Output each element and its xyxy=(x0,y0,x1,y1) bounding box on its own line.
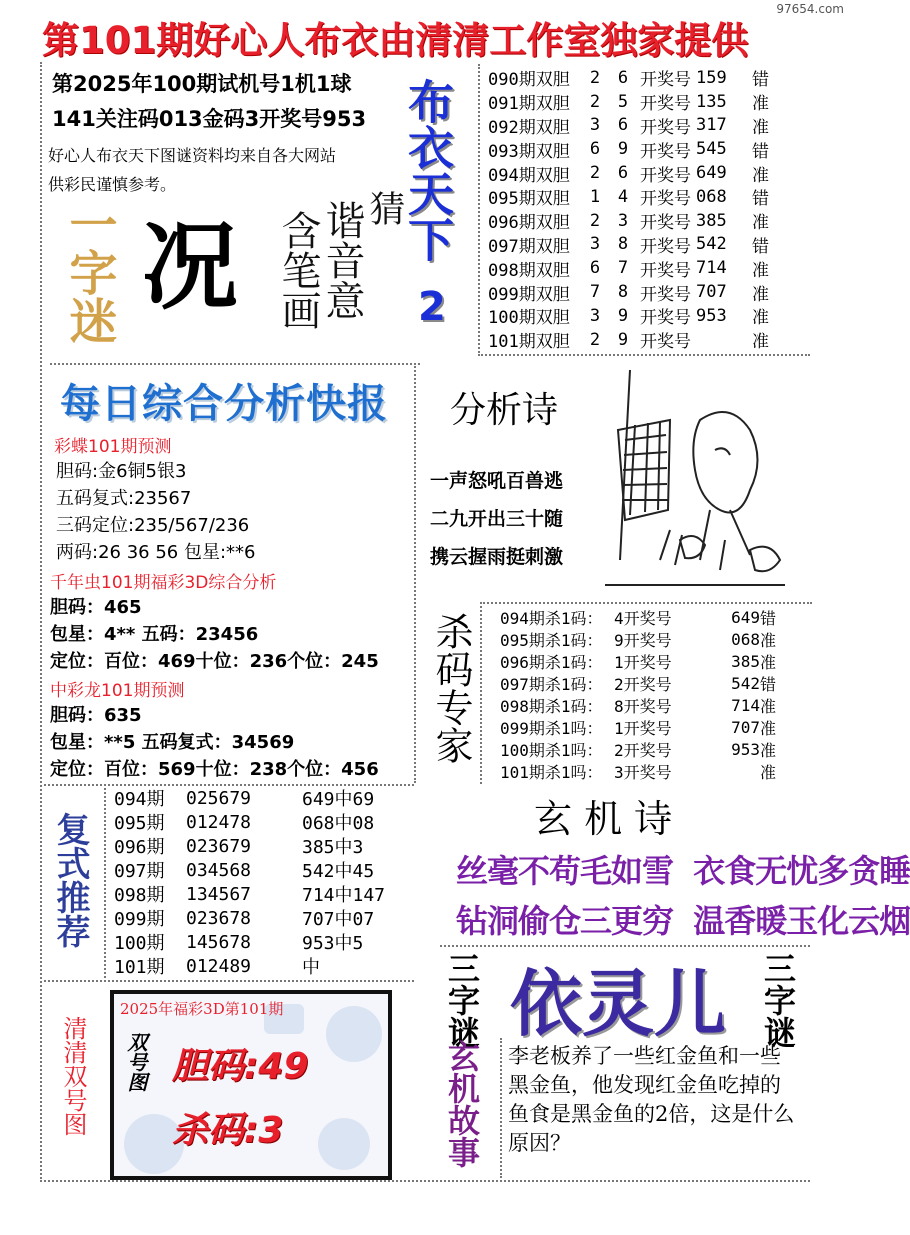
fushi-hit: 649中69 xyxy=(302,789,375,810)
dd-num: 159 xyxy=(696,67,727,88)
story-frame-left xyxy=(500,1038,502,1178)
fushi-period: 099期 xyxy=(114,909,165,930)
dd-period: 095期双胆 xyxy=(488,189,570,210)
kill-code: 8开奖号 xyxy=(614,696,672,716)
poem1-title: 分析诗 xyxy=(450,390,559,431)
kill-period: 096期杀1码： xyxy=(500,652,603,672)
dd-num: 135 xyxy=(696,91,727,112)
table-row xyxy=(488,161,810,185)
daily-section-2-title: 千年虫101期福彩3D综合分析 xyxy=(50,573,277,593)
sketch-illustration xyxy=(600,360,790,600)
kill-num: 953 xyxy=(731,739,760,759)
fushi-combo: 145678 xyxy=(186,931,252,953)
dd-b: 8 xyxy=(617,282,629,303)
list-item: 五码复式:23567 xyxy=(56,488,192,509)
kill-period: 097期杀1码： xyxy=(500,674,603,694)
daily-frame-right xyxy=(414,363,416,783)
dd-a: 2 xyxy=(589,91,601,112)
dd-result: 错 xyxy=(752,141,769,162)
dd-period: 090期双胆 xyxy=(488,70,570,91)
table-row xyxy=(114,834,402,858)
dd-num: 707 xyxy=(696,282,727,303)
fushi-frame-right xyxy=(104,788,106,978)
dd-b: 9 xyxy=(617,329,629,350)
poem1-lines xyxy=(430,462,563,576)
dd-period: 098期双胆 xyxy=(488,260,570,281)
poem2-line-2: 钻洞偷仓三更穷 温香暖玉化云烟 xyxy=(456,902,910,940)
dd-a: 3 xyxy=(589,305,601,326)
kill-code: 1开奖号 xyxy=(614,652,672,672)
daily-section-1-title: 彩蝶101期预测 xyxy=(54,437,172,457)
list-item: 定位：百位：569十位：238个位：456 xyxy=(50,759,379,780)
fushi-period: 098期 xyxy=(114,885,165,906)
dd-num: 714 xyxy=(696,258,727,279)
story-text: 李老板养了一些红金鱼和一些黑金鱼，他发现红金鱼吃掉的鱼食是黑金鱼的2倍，这是什么原因？ xyxy=(508,1044,795,1155)
table-row xyxy=(114,954,402,978)
kill-result: 准 xyxy=(760,696,777,716)
shuanghao-sha: 杀码:3 xyxy=(172,1110,284,1151)
kill-num: 068 xyxy=(731,629,760,649)
dd-a: 2 xyxy=(589,329,601,350)
double-dan-list xyxy=(480,64,810,352)
table-row xyxy=(114,858,402,882)
daily-section-2 xyxy=(50,594,379,675)
list-item: 胆码：635 xyxy=(50,705,142,726)
kill-period: 099期杀1吗： xyxy=(500,718,603,738)
riddle2-label-left: 三字谜 xyxy=(443,952,481,1048)
kill-num: 542 xyxy=(731,673,760,693)
dd-label: 开奖号 xyxy=(640,260,691,281)
dd-result: 准 xyxy=(752,94,769,115)
riddle2-label-right: 三字谜 xyxy=(759,952,797,1048)
kill-label: 杀码专家 xyxy=(429,612,473,764)
brand-text: 布衣天下 xyxy=(401,78,455,262)
dd-a: 6 xyxy=(589,139,601,160)
table-row xyxy=(488,304,810,328)
dd-a: 1 xyxy=(589,186,601,207)
table-row xyxy=(114,930,402,954)
watermark: 97654.com xyxy=(776,2,844,16)
table-row xyxy=(488,328,810,352)
intro-line-3: 好心人布衣天下图谜资料均来自各大网站 xyxy=(48,146,337,165)
fushi-combo: 012489 xyxy=(186,955,252,977)
riddle-char: 况 xyxy=(142,211,238,323)
dd-num: 953 xyxy=(696,305,727,326)
list-item: 定位：百位：469十位：236个位：245 xyxy=(50,651,379,672)
daily-section-3 xyxy=(50,702,379,783)
dd-a: 2 xyxy=(589,67,601,88)
fushi-period: 097期 xyxy=(114,861,165,882)
table-row xyxy=(488,209,810,233)
dd-a: 2 xyxy=(589,163,601,184)
fushi-combo: 023679 xyxy=(186,835,252,857)
fushi-label: 复式推荐 xyxy=(50,812,90,948)
dd-result: 准 xyxy=(752,118,769,138)
dd-result: 准 xyxy=(752,332,769,353)
dd-result: 准 xyxy=(752,213,769,234)
dd-label: 开奖号 xyxy=(640,308,691,329)
dd-label: 开奖号 xyxy=(640,70,691,91)
dd-period: 096期双胆 xyxy=(488,213,570,234)
dd-b: 9 xyxy=(617,139,629,160)
kill-code: 1开奖号 xyxy=(614,718,672,738)
list-item: 两码:26 36 56 包星:**6 xyxy=(56,542,256,563)
kill-period: 101期杀1吗： xyxy=(500,762,603,782)
shuanghao-label: 清清双号图 xyxy=(59,1016,87,1136)
poem2-line-1: 丝毫不苟毛如雪 衣食无忧多贪睡 xyxy=(456,852,910,890)
fushi-combo: 025679 xyxy=(186,787,252,809)
dd-label: 开奖号 xyxy=(640,141,691,162)
table-row xyxy=(114,906,402,930)
dd-result: 准 xyxy=(752,284,769,305)
kill-result: 错 xyxy=(760,674,777,694)
dd-a: 3 xyxy=(589,234,601,255)
table-row xyxy=(488,137,810,161)
dd-period: 093期双胆 xyxy=(488,141,570,162)
daily-title: 每日综合分析快报 xyxy=(60,381,388,427)
dd-num: 385 xyxy=(696,210,727,231)
daily-divider xyxy=(50,363,420,365)
fushi-combo: 034568 xyxy=(186,859,252,881)
poem-line: 二九开出三十随 xyxy=(430,508,564,530)
dd-num: 649 xyxy=(696,163,727,184)
table-row xyxy=(500,606,782,628)
list-item: 包星：4** 五码：23456 xyxy=(50,624,259,645)
dd-label: 开奖号 xyxy=(640,236,691,257)
dd-label: 开奖号 xyxy=(640,213,691,234)
dd-period: 094期双胆 xyxy=(488,165,570,186)
kill-period: 100期杀1吗： xyxy=(500,740,603,760)
list-item: 胆码:金6铜5银3 xyxy=(56,461,187,482)
dd-num: 068 xyxy=(696,186,727,207)
kill-code: 2开奖号 xyxy=(614,740,672,760)
kill-num: 707 xyxy=(731,717,760,737)
brand-number: 2 xyxy=(418,284,446,330)
dd-num: 317 xyxy=(696,115,727,136)
kill-code: 9开奖号 xyxy=(614,630,672,650)
outer-frame-left xyxy=(40,62,42,1182)
dd-b: 6 xyxy=(617,163,629,184)
dd-b: 3 xyxy=(617,210,629,231)
fushi-period: 100期 xyxy=(114,933,165,954)
table-row xyxy=(500,694,782,716)
dd-b: 7 xyxy=(617,258,629,279)
dd-a: 3 xyxy=(589,115,601,136)
dd-period: 091期双胆 xyxy=(488,94,570,115)
kill-result: 准 xyxy=(760,762,777,782)
table-row xyxy=(114,810,402,834)
kill-code: 4开奖号 xyxy=(614,608,672,628)
table-row xyxy=(488,185,810,209)
fushi-list xyxy=(114,786,402,978)
kill-code: 3开奖号 xyxy=(614,762,672,782)
riddle2-answer: 依灵儿 xyxy=(510,962,727,1046)
dd-b: 8 xyxy=(617,234,629,255)
dd-num: 542 xyxy=(696,234,727,255)
table-row xyxy=(488,90,810,114)
table-row xyxy=(488,114,810,138)
dd-b: 6 xyxy=(617,67,629,88)
table-row xyxy=(114,882,402,906)
fushi-combo: 012478 xyxy=(186,811,252,833)
kill-result: 错 xyxy=(760,608,777,628)
fushi-hit: 542中45 xyxy=(302,861,375,882)
dd-label: 开奖号 xyxy=(640,118,691,138)
table-row xyxy=(500,738,782,760)
dd-a: 6 xyxy=(589,258,601,279)
kill-result: 准 xyxy=(760,652,777,672)
fushi-combo: 023678 xyxy=(186,907,252,929)
table-row xyxy=(500,628,782,650)
dd-b: 5 xyxy=(617,91,629,112)
intro-line-2: 141关注码013金码3开奖号953 xyxy=(52,107,367,131)
kill-list xyxy=(500,606,782,782)
kill-period: 098期杀1码： xyxy=(500,696,603,716)
shuanghao-dan: 胆码:49 xyxy=(172,1046,309,1087)
shuanghao-side-label: 双号图 xyxy=(124,1032,148,1092)
dd-label: 开奖号 xyxy=(640,332,691,353)
dd-b: 4 xyxy=(617,186,629,207)
dd-label: 开奖号 xyxy=(640,284,691,305)
poem-line: 携云握雨挺刺激 xyxy=(430,546,564,568)
kill-code: 2开奖号 xyxy=(614,674,672,694)
kill-period: 095期杀1码： xyxy=(500,630,603,650)
shuanghao-box-title: 2025年福彩3D第101期 xyxy=(120,1000,284,1018)
outer-frame-bottom xyxy=(40,1180,810,1182)
dd-period: 100期双胆 xyxy=(488,308,570,329)
table-row xyxy=(488,233,810,257)
one-char-riddle-label: 一字迷 xyxy=(61,200,117,344)
fushi-period: 094期 xyxy=(114,789,165,810)
dd-period: 099期双胆 xyxy=(488,284,570,305)
kill-num: 714 xyxy=(731,695,760,715)
dd-result: 错 xyxy=(752,70,769,91)
kill-result: 准 xyxy=(760,630,777,650)
riddle-hint-col-1: 谐音意 xyxy=(319,200,365,320)
fushi-period: 101期 xyxy=(114,957,165,978)
double-dan-panel xyxy=(478,64,810,356)
fushi-period: 095期 xyxy=(114,813,165,834)
table-row xyxy=(500,672,782,694)
daily-section-3-title: 中彩龙101期预测 xyxy=(50,681,185,701)
intro-line-1: 第2025年100期试机号1机1球 xyxy=(52,72,352,96)
table-row xyxy=(500,760,782,782)
dd-a: 2 xyxy=(589,210,601,231)
dd-result: 准 xyxy=(752,165,769,186)
table-row xyxy=(500,716,782,738)
list-item: 胆码：465 xyxy=(50,597,142,618)
fushi-hit: 953中5 xyxy=(302,933,364,954)
story-label: 玄机故事 xyxy=(443,1040,481,1168)
daily-section-1 xyxy=(56,458,255,566)
page-title: 第101期好心人布衣由清清工作室独家提供 xyxy=(42,19,749,62)
dd-period: 101期双胆 xyxy=(488,332,570,353)
riddle-hint-col-3: 猜 xyxy=(364,190,405,226)
fushi-combo: 134567 xyxy=(186,883,252,905)
table-row xyxy=(488,66,810,90)
intro-line-4: 供彩民谨慎参考。 xyxy=(48,175,177,194)
fushi-period: 096期 xyxy=(114,837,165,858)
dd-a: 7 xyxy=(589,282,601,303)
shuanghao-box xyxy=(110,990,392,1180)
dd-label: 开奖号 xyxy=(640,165,691,186)
dd-label: 开奖号 xyxy=(640,94,691,115)
fushi-hit: 385中3 xyxy=(302,837,364,858)
table-row xyxy=(488,280,810,304)
poem-line: 一声怒吼百兽逃 xyxy=(430,470,564,492)
dd-result: 错 xyxy=(752,236,769,257)
fushi-hit: 714中147 xyxy=(302,885,386,906)
table-row xyxy=(488,256,810,280)
kill-num: 649 xyxy=(731,607,760,627)
fushi-hit: 707中07 xyxy=(302,909,375,930)
dd-b: 6 xyxy=(617,115,629,136)
kill-num: 385 xyxy=(731,651,760,671)
table-row xyxy=(114,786,402,810)
dd-b: 9 xyxy=(617,305,629,326)
dd-result: 准 xyxy=(752,260,769,281)
dd-num: 545 xyxy=(696,139,727,160)
kill-result: 准 xyxy=(760,718,777,738)
shuanghao-divider xyxy=(44,980,414,982)
dd-label: 开奖号 xyxy=(640,189,691,210)
table-row xyxy=(500,650,782,672)
poem2-title: 玄 机 诗 xyxy=(534,797,673,841)
kill-result: 准 xyxy=(760,740,777,760)
fushi-hit: 068中08 xyxy=(302,813,375,834)
dd-period: 097期双胆 xyxy=(488,236,570,257)
dd-result: 准 xyxy=(752,308,769,329)
kill-period: 094期杀1码： xyxy=(500,608,603,628)
riddle-hint-col-2: 含笔画 xyxy=(275,210,321,330)
fushi-hit: 中 xyxy=(302,957,320,978)
dd-result: 错 xyxy=(752,189,769,210)
list-item: 包星：**5 五码复式：34569 xyxy=(50,732,295,753)
list-item: 三码定位:235/567/236 xyxy=(56,515,250,536)
dd-period: 092期双胆 xyxy=(488,118,570,138)
